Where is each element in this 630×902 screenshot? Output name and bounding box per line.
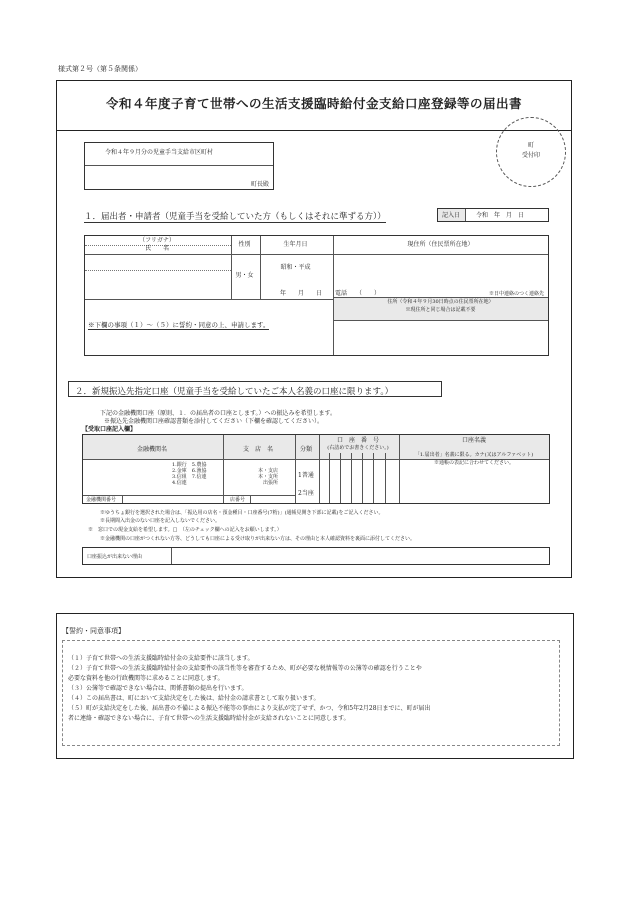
acct-type-1[interactable]: 1普通 xyxy=(298,472,314,479)
account-tab-label: 【受取口座記入欄】 xyxy=(82,426,137,433)
entry-date-box[interactable] xyxy=(437,208,549,222)
bank-code-input[interactable] xyxy=(122,495,163,503)
holder-note2: ※通帳の表記に合わせてください。 xyxy=(433,460,514,466)
section2-intro1: 下記の金融機関口座（原則、１．の届出者の口座とします。）への振込みを希望します。 xyxy=(100,410,337,417)
col-account: 口 座 番 号 xyxy=(336,437,379,444)
col-type: 分類 xyxy=(299,446,312,453)
section1-heading: １．届出者・申請者（児童手当を受給していた方（もしくはそれに準ずる方）） xyxy=(84,212,386,222)
holder-note1: 「1.届出者」名義に限る。カナ(又はアルファベット) xyxy=(414,452,534,458)
form-number: 様式第２号（第５条関係） xyxy=(58,65,142,73)
name-label: 氏 名 xyxy=(144,245,169,252)
branch-types[interactable]: 本・支店 本・支所 出張所 xyxy=(258,468,279,486)
section2-intro2: ※振込先金融機関口座確認書類を添付してください（下欄を確認してください）。 xyxy=(104,418,324,425)
furigana-label: （フリガナ） xyxy=(139,237,175,244)
addressee-box[interactable] xyxy=(84,142,274,190)
col-bank: 金融機関名 xyxy=(136,446,167,453)
branch-code-input[interactable] xyxy=(250,495,281,503)
pledge-item-5a: （５）町が支給決定をした後、届出書の不備による振込不能等の事由により支払が完了せず、かつ、令和5年2月28日までに、町が届出 xyxy=(68,705,431,712)
col-account-note: (右詰めでお書きください。) xyxy=(327,445,389,451)
note-no-account: ※金融機関の口座がつくれない方等、どうしても口座による受け取りが出来ない方は、その理由と本人確認資料を裏面に添付してください。 xyxy=(100,536,416,542)
alt-address-input[interactable] xyxy=(334,320,546,354)
account-table xyxy=(82,434,550,504)
entry-date-value: 令和 年 月 日 xyxy=(476,212,525,219)
no-account-label: 口座振込が出来ない理由 xyxy=(87,554,143,560)
pledge-item-4: （４）この届出書は、町において支給決定をした後は、給付金の請求書として取り扱います。 xyxy=(68,695,320,702)
gender-values[interactable]: 男・女 xyxy=(235,272,254,279)
col-branch: 支 店 名 xyxy=(242,446,273,453)
address-label: 現住所（住民票所在地） xyxy=(407,241,474,248)
bank-types[interactable]: 1.銀行 5.農協 2.金庫 6.漁協 3.信組 7.信連 4.信連 xyxy=(172,462,207,486)
note-yucho: ※ゆうちょ銀行を選択された場合は、「振込用の店名・預金種目・口座番号(7桁)」(通帳見開き下部に記載)をご記入ください。 xyxy=(100,510,384,516)
dob-ymd[interactable]: 年 月 日 xyxy=(280,290,323,297)
dob-era[interactable]: 昭和・平成 xyxy=(280,264,311,271)
stamp-line2: 受付印 xyxy=(521,152,540,159)
agree-statement: ※下欄の事項（１）～（５）に誓約・同意の上、申請します。 xyxy=(88,321,270,329)
stamp-line1: 町 xyxy=(527,142,534,149)
dob-label: 生年月日 xyxy=(283,241,308,248)
addr-note1: 住所（令和４年９月30日時点の住民票所在地） xyxy=(387,299,494,305)
form-title: 令和４年度子育て世帯への生活支援臨時給付金支給口座登録等の届出書 xyxy=(105,96,522,111)
bank-code-label: 金融機関番号 xyxy=(86,497,117,503)
pledge-item-1: （１）子育て世帯への生活支援臨時給付金の支給要件に該当します。 xyxy=(68,655,254,662)
section2-heading: ２．新規振込先指定口座（児童手当を受給していたご本人名義の口座に限ります。） xyxy=(75,387,394,397)
address-input[interactable] xyxy=(334,254,546,282)
reception-stamp xyxy=(496,117,566,187)
daytime-contact-note: ※日中連絡のつく連絡先 xyxy=(488,291,544,297)
col-holder: 口座名義 xyxy=(461,437,486,444)
note-dormant: ※長期間入出金のない口座を記入しないでください。 xyxy=(100,518,221,524)
entry-date-label: 記入日 xyxy=(442,212,461,219)
pledge-item-3: （３）公簿等で確認できない場合は、関係書類の提出を行います。 xyxy=(68,685,248,692)
phone-label[interactable]: 電話 （ ） xyxy=(335,290,381,297)
pledge-item-5b: 者に連絡・確認できない場合に、子育て世帯への生活支援臨時給付金が支給されないことに同意します。 xyxy=(68,715,350,722)
acct-type-2[interactable]: 2当座 xyxy=(298,490,314,497)
name-input[interactable] xyxy=(84,253,230,298)
addr-note2: ※現住所と同じ場合は記載不要 xyxy=(405,307,476,313)
addressee-line1: 令和４年９月分の児童手当支給市区町村 xyxy=(105,149,214,156)
pledge-item-2a: （２）子育て世帯への生活支援臨時給付金の支給要件の該当性等を審査するため、町が必要な税情報等の公簿等の確認を行うことや xyxy=(68,665,422,672)
gender-label: 性別 xyxy=(238,241,251,248)
section2-heading-box xyxy=(68,381,442,397)
pledge-title: 【誓約・同意事項】 xyxy=(62,627,125,635)
note-cash[interactable]: ※ 窓口での現金支給を希望します。□ （左のチェック欄への記入をお願いします。） xyxy=(88,527,282,533)
branch-code-label: 店番号 xyxy=(230,497,246,503)
addressee-line2: 町長殿 xyxy=(250,181,269,188)
no-account-reason-box[interactable] xyxy=(82,547,550,565)
pledge-item-2b: 必要な資料を他の行政機関等に求めることに同意します。 xyxy=(68,675,224,682)
